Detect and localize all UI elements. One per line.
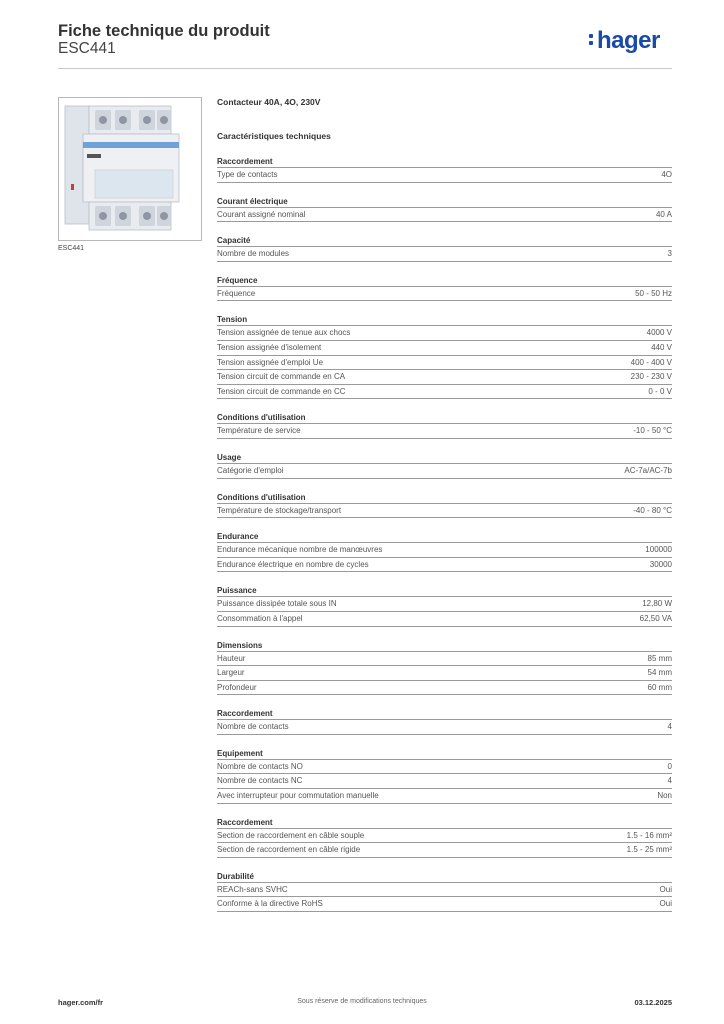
spec-value: Oui xyxy=(659,899,672,909)
spec-group-title: Equipement xyxy=(217,748,263,758)
logo-text: hager xyxy=(597,27,660,54)
spec-row xyxy=(217,665,672,680)
spec-label: Température de service xyxy=(217,426,301,436)
spec-rows xyxy=(217,882,672,912)
spec-value: 440 V xyxy=(651,342,672,352)
spec-row xyxy=(217,788,672,804)
footer-notice: Sous réserve de modifications techniques xyxy=(297,998,427,1005)
spec-value: 0 - 0 V xyxy=(648,386,672,396)
spec-group xyxy=(217,636,672,696)
spec-value: Non xyxy=(657,791,672,801)
spec-row xyxy=(217,882,672,897)
spec-label: Tension circuit de commande en CC xyxy=(217,386,346,396)
section-heading: Caractéristiques techniques xyxy=(217,131,331,141)
spec-group xyxy=(217,231,672,262)
spec-label: Consommation à l'appel xyxy=(217,613,303,623)
spec-row xyxy=(217,542,672,557)
spec-rows xyxy=(217,503,672,519)
spec-row xyxy=(217,355,672,370)
spec-group-title: Raccordement xyxy=(217,817,273,827)
spec-value: 4 xyxy=(667,776,672,786)
logo-colon-mark xyxy=(589,31,594,48)
spec-row xyxy=(217,896,672,912)
specification-table xyxy=(217,96,672,912)
spec-label: Conforme à la directive RoHS xyxy=(217,899,323,909)
product-photo xyxy=(58,97,202,241)
spec-rows xyxy=(217,246,672,262)
spec-row xyxy=(217,207,672,223)
header-divider xyxy=(58,68,672,69)
spec-label: Fréquence xyxy=(217,288,256,298)
spec-label: Endurance mécanique nombre de manœuvres xyxy=(217,545,383,555)
spec-group xyxy=(217,704,672,735)
spec-group xyxy=(217,408,672,439)
spec-rows xyxy=(217,325,672,399)
spec-label: Nombre de contacts xyxy=(217,722,289,732)
spec-group xyxy=(217,488,672,519)
spec-group-title: Tension xyxy=(217,315,248,325)
spec-label: Tension assignée d'emploi Ue xyxy=(217,357,324,367)
spec-value: 62,50 VA xyxy=(639,613,672,623)
spec-value: 4O xyxy=(661,170,672,179)
spec-group-title: Puissance xyxy=(217,586,257,596)
spec-value: 1.5 - 16 mm² xyxy=(626,830,672,840)
spec-label: Courant assigné nominal xyxy=(217,209,306,219)
spec-group xyxy=(217,527,672,572)
spec-row xyxy=(217,423,672,439)
spec-label: Température de stockage/transport xyxy=(217,505,342,515)
spec-value: 400 - 400 V xyxy=(630,357,672,367)
spec-value: 4 xyxy=(667,722,672,732)
document-title: Fiche technique du produit xyxy=(58,22,270,40)
spec-value: 60 mm xyxy=(647,682,672,692)
spec-group xyxy=(217,744,672,804)
spec-group-title: Conditions d'utilisation xyxy=(217,413,306,423)
spec-label: Largeur xyxy=(217,668,245,678)
spec-group xyxy=(217,192,672,223)
spec-value: 54 mm xyxy=(647,668,672,678)
spec-row xyxy=(217,167,672,183)
photo-caption: ESC441 xyxy=(58,245,85,252)
spec-rows xyxy=(217,651,672,696)
spec-label: REACh-sans SVHC xyxy=(217,884,288,894)
product-title: Contacteur 40A, 4O, 230V xyxy=(217,97,321,107)
spec-row xyxy=(217,246,672,262)
spec-row xyxy=(217,842,672,858)
spec-row xyxy=(217,759,672,774)
spec-row xyxy=(217,680,672,696)
spec-rows xyxy=(217,423,672,439)
spec-rows xyxy=(217,286,672,302)
spec-rows xyxy=(217,542,672,572)
footer-website: hager.com/fr xyxy=(58,998,104,1007)
spec-group-title: Usage xyxy=(217,452,242,462)
spec-group xyxy=(217,152,672,183)
spec-label: Nombre de contacts NO xyxy=(217,761,303,771)
spec-rows xyxy=(217,596,672,626)
spec-value: 12,80 W xyxy=(642,599,672,609)
footer-date: 03.12.2025 xyxy=(634,998,672,1007)
spec-row xyxy=(217,828,672,843)
spec-rows xyxy=(217,167,672,183)
spec-row xyxy=(217,773,672,788)
spec-value: 50 - 50 Hz xyxy=(635,288,672,298)
spec-row xyxy=(217,369,672,384)
spec-row xyxy=(217,325,672,340)
spec-rows xyxy=(217,207,672,223)
spec-row xyxy=(217,340,672,355)
spec-rows xyxy=(217,828,672,858)
spec-value: Oui xyxy=(659,884,672,894)
spec-row xyxy=(217,286,672,302)
spec-label: Profondeur xyxy=(217,682,257,692)
spec-label: Type de contacts xyxy=(217,170,278,179)
spec-group xyxy=(217,813,672,858)
spec-value: 85 mm xyxy=(647,653,672,663)
spec-group xyxy=(217,867,672,912)
spec-value: 0 xyxy=(667,761,672,771)
spec-row xyxy=(217,596,672,611)
spec-row xyxy=(217,651,672,666)
spec-row xyxy=(217,557,672,573)
spec-group xyxy=(217,271,672,302)
spec-value: 4000 V xyxy=(646,328,672,338)
spec-group xyxy=(217,310,672,399)
spec-group-title: Endurance xyxy=(217,532,259,542)
spec-rows xyxy=(217,463,672,479)
spec-row xyxy=(217,719,672,735)
spec-label: Hauteur xyxy=(217,653,246,663)
spec-rows xyxy=(217,719,672,735)
spec-group-title: Raccordement xyxy=(217,157,273,166)
spec-label: Nombre de contacts NC xyxy=(217,776,303,786)
spec-row xyxy=(217,384,672,400)
spec-group-title: Raccordement xyxy=(217,709,273,719)
spec-group-title: Fréquence xyxy=(217,275,258,285)
spec-label: Tension assignée d'isolement xyxy=(217,342,322,352)
spec-value: -40 - 80 °C xyxy=(633,505,672,515)
product-reference: ESC441 xyxy=(58,40,116,57)
spec-value: AC-7a/AC-7b xyxy=(624,465,672,475)
contactor-image xyxy=(59,98,201,240)
hager-logo xyxy=(589,27,660,55)
spec-value: -10 - 50 °C xyxy=(633,426,672,436)
spec-label: Tension assignée de tenue aux chocs xyxy=(217,328,351,338)
spec-row xyxy=(217,463,672,479)
spec-row xyxy=(217,611,672,627)
spec-value: 1.5 - 25 mm² xyxy=(626,845,672,855)
spec-value: 230 - 230 V xyxy=(630,372,672,382)
spec-label: Section de raccordement en câble souple xyxy=(217,830,365,840)
spec-value: 30000 xyxy=(649,559,672,569)
spec-group-title: Durabilité xyxy=(217,871,254,881)
spec-label: Tension circuit de commande en CA xyxy=(217,372,346,382)
spec-rows xyxy=(217,759,672,804)
spec-group-title: Courant électrique xyxy=(217,196,288,206)
spec-value: 100000 xyxy=(645,545,672,555)
spec-label: Section de raccordement en câble rigide xyxy=(217,845,361,855)
spec-value: 3 xyxy=(667,249,672,259)
spec-label: Catégorie d'emploi xyxy=(217,465,284,475)
spec-group-title: Conditions d'utilisation xyxy=(217,492,306,502)
spec-group-title: Dimensions xyxy=(217,640,263,650)
spec-group-title: Capacité xyxy=(217,236,251,246)
spec-label: Endurance électrique en nombre de cycles xyxy=(217,559,369,569)
spec-value: 40 A xyxy=(655,209,672,219)
spec-groups xyxy=(217,152,672,912)
spec-label: Puissance dissipée totale sous IN xyxy=(217,599,337,609)
spec-group xyxy=(217,581,672,626)
spec-group xyxy=(217,448,672,479)
spec-label: Avec interrupteur pour commutation manuelle xyxy=(217,791,379,801)
spec-label: Nombre de modules xyxy=(217,249,290,259)
spec-row xyxy=(217,503,672,519)
